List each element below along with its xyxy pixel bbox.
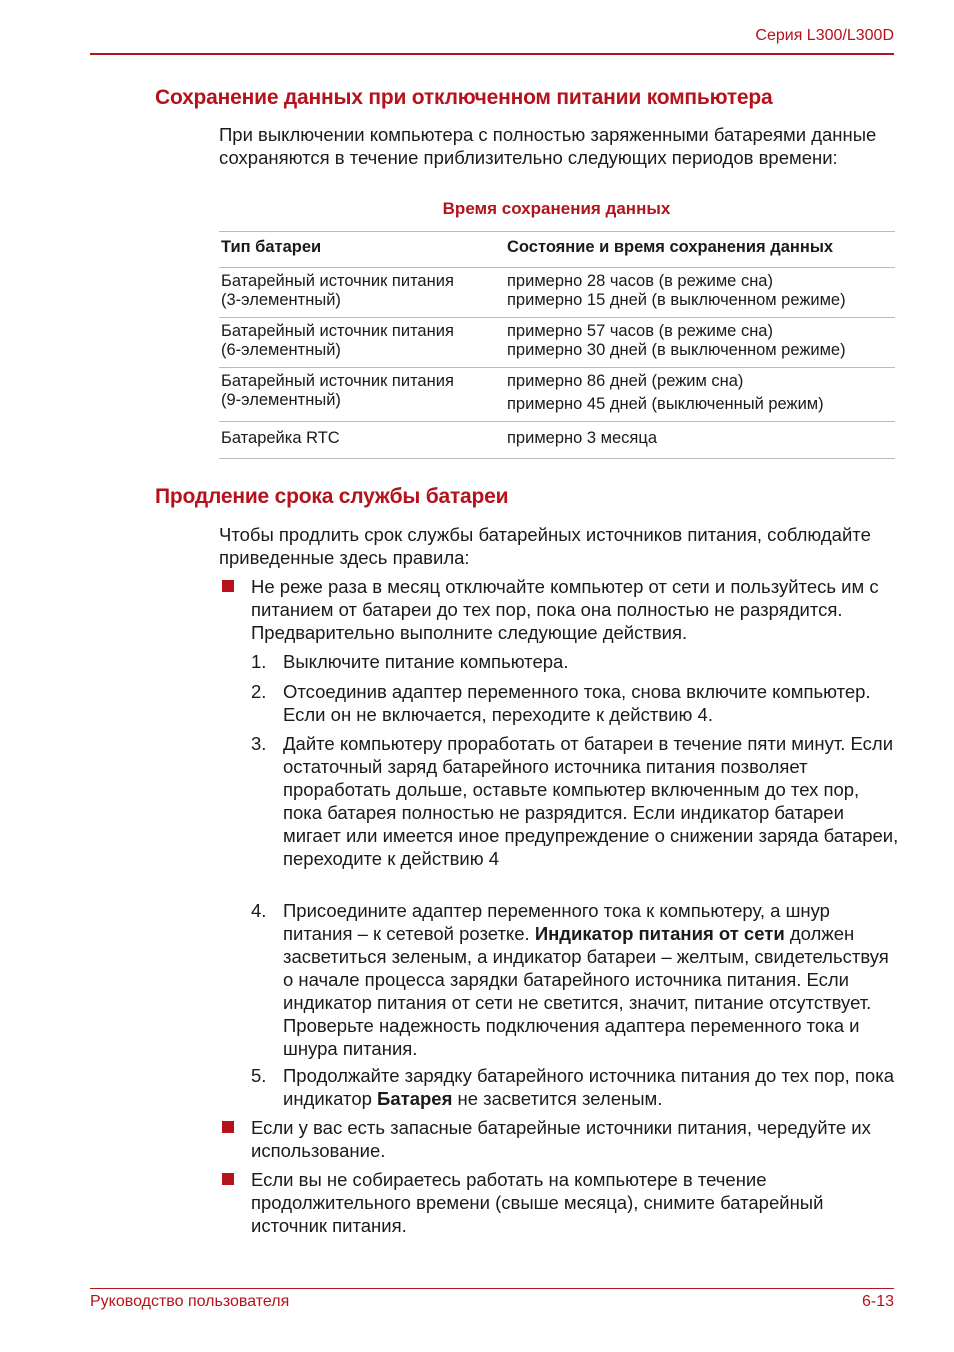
step-number: 4. [251, 900, 267, 921]
section-title-battery-life: Продление срока службы батареи [155, 485, 509, 508]
cell-line: примерно 28 часов (в режиме сна) [507, 272, 773, 290]
table-caption: Время сохранения данных [442, 199, 671, 218]
cell-line: (9-элементный) [221, 391, 341, 409]
table-cell [505, 422, 895, 459]
table-row [219, 268, 895, 318]
battery-indicator-label: Батарея [377, 1088, 453, 1109]
cell-line: примерно 15 дней (в выключенном режиме) [507, 291, 846, 309]
footer-title: Руководство пользователя [90, 1293, 290, 1310]
cell-line: (6-элементный) [221, 341, 341, 359]
cell-line: примерно 45 дней (выключенный режим) [507, 395, 824, 413]
table-row [219, 422, 895, 459]
header-rule [90, 53, 894, 55]
step-text [283, 899, 901, 1060]
step-number: 5. [251, 1065, 267, 1086]
power-indicator-label: Индикатор питания от сети [534, 923, 785, 944]
bullet-text: Не реже раза в месяц отключайте компьютер от сети и пользуйтесь им с питанием от батареи до тех пор, пока она полностью не разрядится. Предварительно выполните следующие действия. [251, 576, 879, 643]
cell-line: примерно 3 месяца [507, 429, 657, 447]
step-number: 1. [251, 651, 267, 672]
table-cell [219, 268, 505, 318]
bullet-text: Если вы не собираетесь работать на компьютере в течение продолжительного времени (свыше месяца), снимите батарейный источник питания. [251, 1169, 824, 1236]
step-text-part: Присоедините адаптер переменного тока к компьютеру, а шнур питания – к сетевой розетке. [283, 900, 830, 944]
step-text: Отсоединив адаптер переменного тока, снова включите компьютер. Если он не включается, переходите к действию 4. [283, 681, 871, 725]
bullet-square-icon [222, 1173, 234, 1185]
cell-line: примерно 86 дней (режим сна) [507, 372, 744, 390]
table-cell [505, 368, 895, 422]
step-number: 3. [251, 733, 267, 754]
table-cell [505, 318, 895, 368]
cell-line: примерно 57 часов (в режиме сна) [507, 322, 773, 340]
section-title-data-retention: Сохранение данных при отключенном питании компьютера [155, 86, 773, 109]
cell-line: Батарейный источник питания [221, 372, 454, 390]
section2-intro: Чтобы продлить срок службы батарейных источников питания, соблюдайте приведенные здесь правила: [219, 524, 871, 568]
step-text: Дайте компьютеру проработать от батареи в течение пяти минут. Если остаточный заряд батарейного источника питания позволяет проработать дольше, оставьте компьютер включенным до тех пор, пока батарея полностью не разрядится. Если индикатор батареи мигает или имеется иное предупреждение о снижении заряда батареи, переходите к действию 4 [283, 733, 899, 869]
table-header-cell: Тип батареи [219, 232, 505, 268]
cell-line: Батарейка RTC [221, 429, 340, 447]
bullet-text: Если у вас есть запасные батарейные источники питания, чередуйте их использование. [251, 1117, 871, 1161]
header-series: Серия L300/L300D [755, 27, 894, 44]
step-text [283, 1064, 901, 1110]
cell-line: (3-элементный) [221, 291, 341, 309]
section1-intro: При выключении компьютера с полностью заряженными батареями данные сохраняются в течение приблизительно следующих периодов времени: [219, 124, 877, 168]
cell-line: примерно 30 дней (в выключенном режиме) [507, 341, 846, 359]
bullet-square-icon [222, 580, 234, 592]
table-header-cell: Состояние и время сохранения данных [505, 232, 895, 268]
table-cell [219, 422, 505, 459]
step-text-part: Продолжайте зарядку батарейного источника питания до тех пор, пока индикатор [283, 1065, 894, 1109]
table-cell [219, 368, 505, 422]
table-row [219, 318, 895, 368]
footer-rule [90, 1288, 894, 1289]
table-row [219, 368, 895, 422]
data-retention-table [219, 231, 895, 459]
step-text-part: не засветится зеленым. [452, 1088, 663, 1109]
table-cell [219, 318, 505, 368]
cell-line: Батарейный источник питания [221, 272, 454, 290]
page-number: 6-13 [861, 1293, 894, 1310]
cell-line: Батарейный источник питания [221, 322, 454, 340]
bullet-square-icon [222, 1121, 234, 1133]
step-number: 2. [251, 681, 267, 702]
table-header-row [219, 232, 895, 268]
step-text: Выключите питание компьютера. [283, 651, 569, 672]
step-text-part: должен засветиться зеленым, а индикатор батареи – желтым, свидетельствуя о начале процесса зарядки батарейного источника питания. Если индикатор питания от сети не светится, значит, питание отсутствует. Проверьте надежность подключения адаптера переменного тока и шнура питания. [283, 923, 889, 1059]
table-cell [505, 268, 895, 318]
